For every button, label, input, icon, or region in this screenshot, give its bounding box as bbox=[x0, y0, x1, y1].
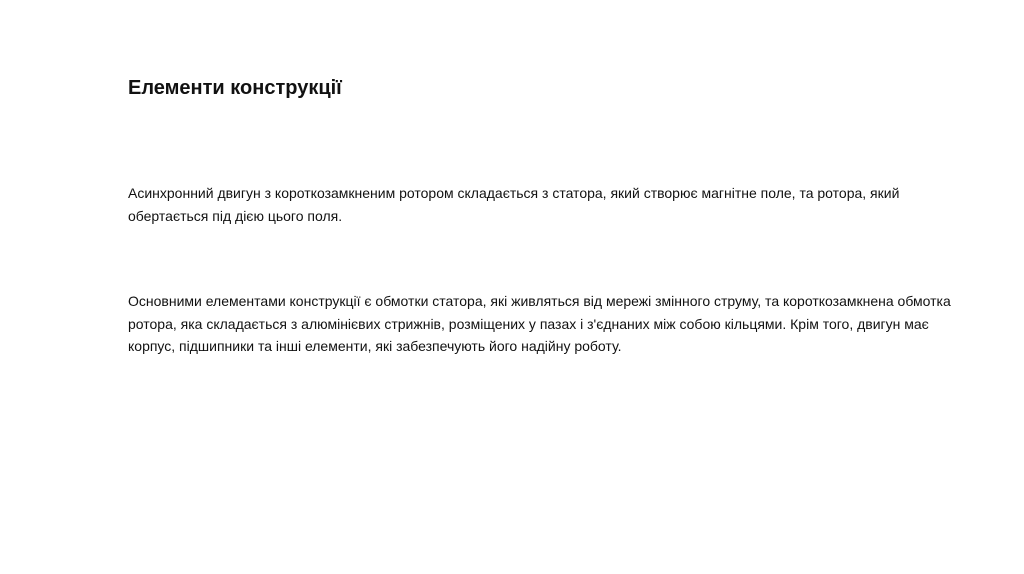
paragraph-intro bbox=[128, 182, 948, 227]
paragraph-line: обертається під дією цього поля. bbox=[128, 207, 343, 224]
paragraph-elements bbox=[128, 290, 951, 358]
paragraph-line: Основними елементами конструкції є обмотки статора, які живляться від мережі змінного струму, та короткозамкнена обмотка bbox=[128, 293, 951, 309]
slide-title: Елементи конструкції bbox=[128, 77, 342, 99]
paragraph-line: корпус, підшипники та інші елементи, які забезпечують його надійну роботу. bbox=[128, 338, 622, 354]
paragraph-line: Асинхронний двигун з короткозамкненим ротором складається з статора, який створює магнітне поле, та ротора, який bbox=[128, 185, 900, 201]
paragraph-line: ротора, яка складається з алюмінієвих стрижнів, розміщених у пазах і з'єднаних між собою кільцями. Крім того, двигун має bbox=[128, 315, 929, 332]
